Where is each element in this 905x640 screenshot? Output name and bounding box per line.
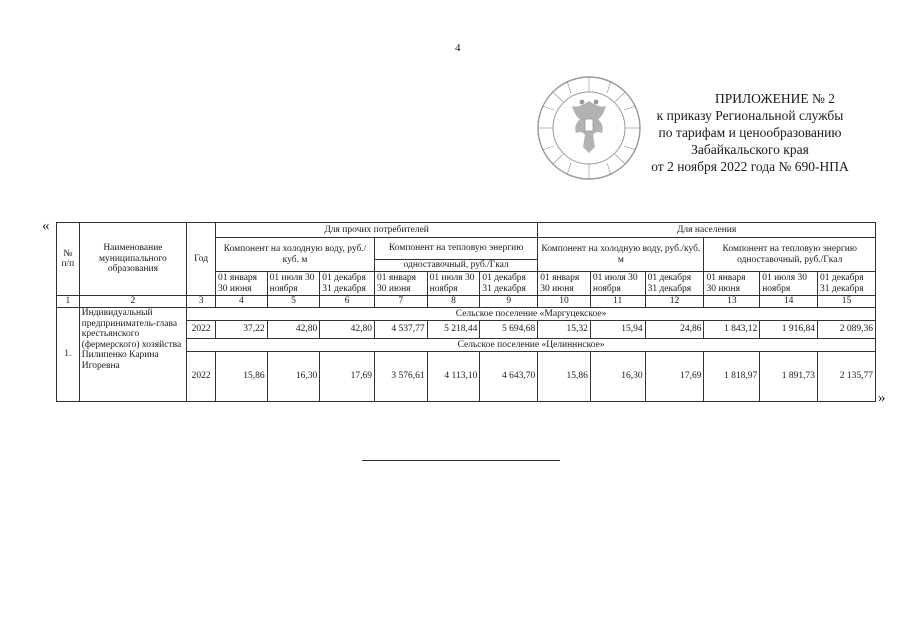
column-number: 4 <box>216 296 268 308</box>
page-number: 4 <box>455 42 461 54</box>
header-row-1 <box>57 223 876 238</box>
header-cold-water-other: Компонент на холодную воду, руб./куб. м <box>216 238 375 272</box>
tariff-value: 2 089,36 <box>818 321 876 339</box>
year-cell: 2022 <box>187 321 216 339</box>
period-cell: 01 июля 30 ноября <box>760 272 818 296</box>
tariff-value: 24,86 <box>645 321 704 339</box>
column-number: 1 <box>57 296 80 308</box>
period-cell: 01 декабря 31 декабря <box>818 272 876 296</box>
appendix-block <box>600 90 900 175</box>
appendix-line: к приказу Региональной службы <box>656 108 844 123</box>
closing-quote: » <box>878 390 886 406</box>
appendix-line: Забайкальского края <box>691 142 809 157</box>
tariff-value: 15,94 <box>590 321 645 339</box>
year-cell: 2022 <box>187 352 216 402</box>
column-number: 6 <box>320 296 375 308</box>
tariff-value: 4 537,77 <box>375 321 428 339</box>
settlement-name: Сельское поселение «Целинннское» <box>187 339 876 352</box>
column-number: 5 <box>267 296 320 308</box>
column-number: 9 <box>480 296 538 308</box>
column-number: 14 <box>760 296 818 308</box>
period-cell: 01 января 30 июня <box>216 272 268 296</box>
header-year: Год <box>187 223 216 296</box>
tariff-value: 5 694,68 <box>480 321 538 339</box>
column-number: 8 <box>427 296 480 308</box>
period-cell: 01 декабря 31 декабря <box>480 272 538 296</box>
column-number: 12 <box>645 296 704 308</box>
tariff-value: 1 818,97 <box>704 352 760 402</box>
tariff-value: 4 643,70 <box>480 352 538 402</box>
tariff-value: 16,30 <box>267 352 320 402</box>
header-municipality: Наименование муниципального образования <box>79 223 186 296</box>
tariff-value: 1 916,84 <box>760 321 818 339</box>
entity-name: Индивидуальный предприниматель-глава крестьянского (фермерского) хозяйства Пилипенко Карина Игоревна <box>79 308 186 402</box>
tariff-value: 15,86 <box>538 352 591 402</box>
tariff-value: 3 576,61 <box>375 352 428 402</box>
settlement-row <box>57 308 876 321</box>
period-cell: 01 июля 30 ноября <box>427 272 480 296</box>
appendix-title: ПРИЛОЖЕНИЕ № 2 <box>714 91 836 106</box>
column-number: 13 <box>704 296 760 308</box>
tariff-value: 37,22 <box>216 321 268 339</box>
tariff-value: 42,80 <box>320 321 375 339</box>
tariff-value: 5 218,44 <box>427 321 480 339</box>
column-number: 3 <box>187 296 216 308</box>
tariff-value: 4 113,10 <box>427 352 480 402</box>
header-population: Для населения <box>538 223 876 238</box>
period-cell: 01 января 30 июня <box>538 272 591 296</box>
appendix-line: по тарифам и ценообразованию <box>658 125 842 140</box>
header-heat-other: Компонент на тепловую энергию <box>375 238 538 260</box>
column-number: 2 <box>79 296 186 308</box>
header-cold-water-population: Компонент на холодную воду, руб./куб. м <box>538 238 704 272</box>
row-number: 1. <box>57 308 80 402</box>
tariff-value: 17,69 <box>645 352 704 402</box>
tariff-value: 16,30 <box>590 352 645 402</box>
tariff-value: 42,80 <box>267 321 320 339</box>
tariff-value: 1 891,73 <box>760 352 818 402</box>
column-number: 10 <box>538 296 591 308</box>
column-number: 15 <box>818 296 876 308</box>
header-other-consumers: Для прочих потребителей <box>216 223 538 238</box>
period-cell: 01 января 30 июня <box>375 272 428 296</box>
period-cell: 01 декабря 31 декабря <box>320 272 375 296</box>
settlement-name: Сельское поселение «Маргуцекское» <box>187 308 876 321</box>
tariff-table <box>56 222 876 402</box>
header-heat-other-unit: одноставочный, руб./Гкал <box>375 260 538 272</box>
tariff-value: 15,86 <box>216 352 268 402</box>
opening-quote: « <box>42 218 50 234</box>
tariff-value: 1 843,12 <box>704 321 760 339</box>
period-cell: 01 декабря 31 декабря <box>645 272 704 296</box>
tariff-value: 17,69 <box>320 352 375 402</box>
header-number: № п/п <box>57 223 80 296</box>
closing-divider-line <box>362 460 560 461</box>
tariff-value: 2 135,77 <box>818 352 876 402</box>
period-cell: 01 июля 30 ноября <box>267 272 320 296</box>
column-number: 11 <box>590 296 645 308</box>
column-number: 7 <box>375 296 428 308</box>
appendix-line: от 2 ноября 2022 года № 690-НПА <box>651 159 849 174</box>
tariff-value: 15,32 <box>538 321 591 339</box>
header-heat-population: Компонент на тепловую энергию одноставочный, руб./Гкал <box>704 238 876 272</box>
period-cell: 01 июля 30 ноября <box>590 272 645 296</box>
period-cell: 01 января 30 июня <box>704 272 760 296</box>
column-numbers-row <box>57 296 876 308</box>
